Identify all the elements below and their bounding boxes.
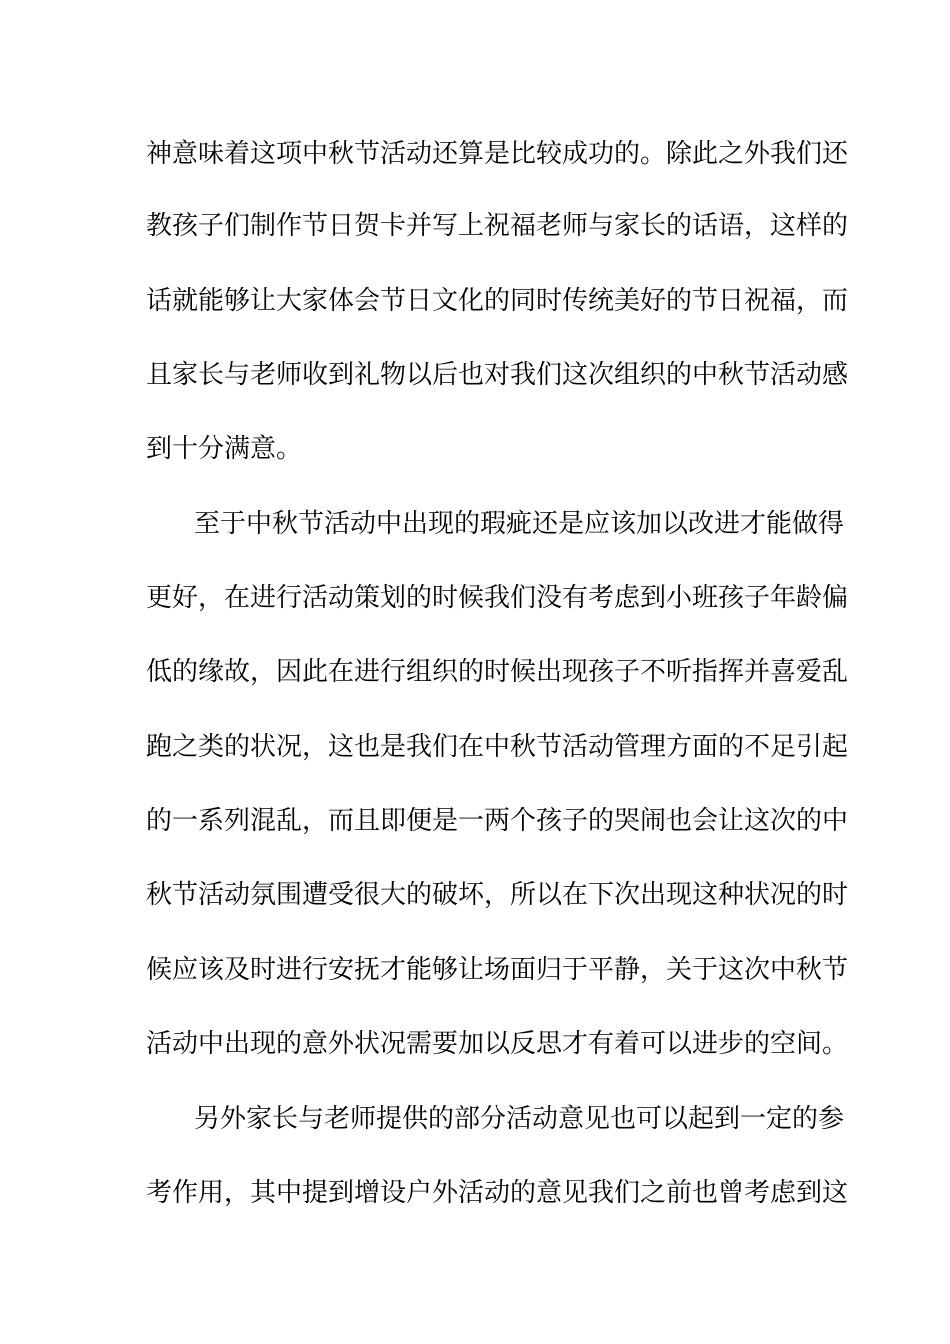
text-line: 的一系列混乱，而且即便是一两个孩子的哭闹也会让这次的中 [146,806,849,836]
text-line: 神意味着这项中秋节活动还算是比较成功的。除此之外我们还 [146,139,849,169]
text-line: 活动中出现的意外状况需要加以反思才有着可以进步的空间。 [146,1029,849,1059]
text-line: 考作用，其中提到增设户外活动的意见我们之前也曾考虑到这 [146,1178,849,1208]
paragraph-first-line: 至于中秋节活动中出现的瑕疵还是应该加以改进才能做得 [194,509,845,539]
text-line: 低的缘故，因此在进行组织的时候出现孩子不听指挥并喜爱乱 [146,657,849,687]
text-line: 跑之类的状况，这也是我们在中秋节活动管理方面的不足引起 [146,732,849,762]
paragraph-first-line: 另外家长与老师提供的部分活动意见也可以起到一定的参 [194,1104,845,1134]
text-line: 到十分满意。 [146,434,303,464]
text-line: 且家长与老师收到礼物以后也对我们这次组织的中秋节活动感 [146,360,849,390]
text-line: 话就能够让大家体会节日文化的同时传统美好的节日祝福，而 [146,286,849,316]
text-line: 候应该及时进行安抚才能够让场面归于平静，关于这次中秋节 [146,955,849,985]
text-line: 更好，在进行活动策划的时候我们没有考虑到小班孩子年龄偏 [146,583,849,613]
text-line: 秋节活动氛围遭受很大的破坏，所以在下次出现这种状况的时 [146,880,849,910]
text-line: 教孩子们制作节日贺卡并写上祝福老师与家长的话语，这样的 [146,211,849,241]
